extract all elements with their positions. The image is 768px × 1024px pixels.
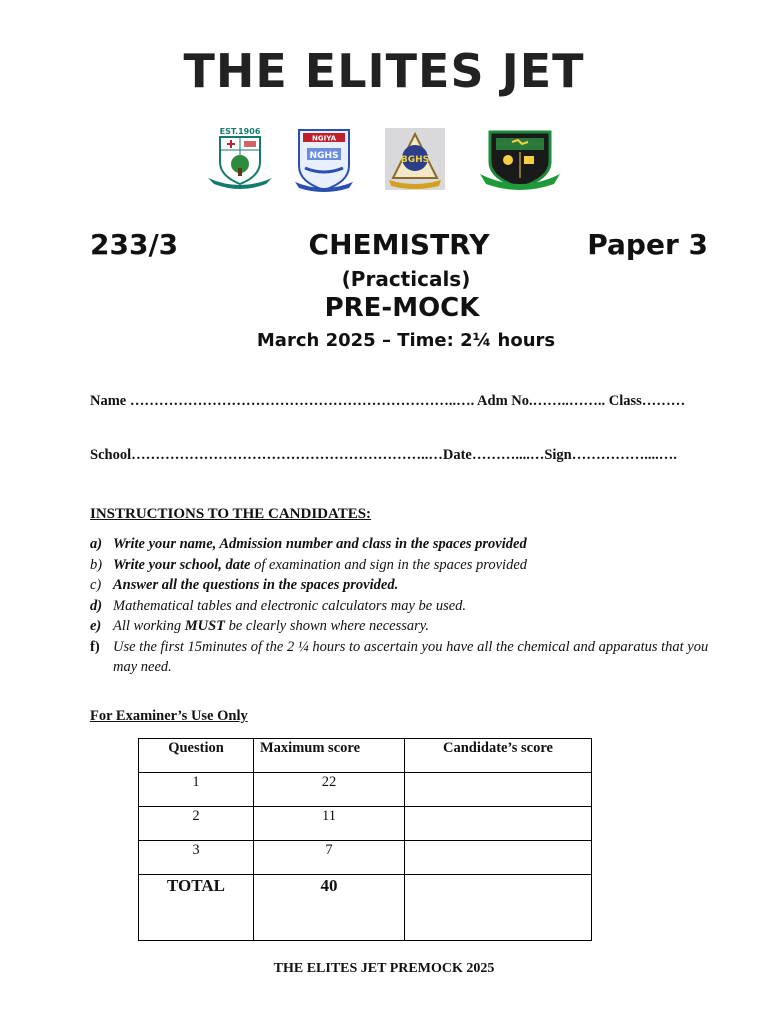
instructions-list <box>90 534 720 678</box>
column-header-candidate-score: Candidate’s score <box>405 739 592 773</box>
table-row <box>139 773 592 807</box>
question-cell: 1 <box>139 773 254 807</box>
school-crest-shield-icon <box>478 130 562 192</box>
question-cell: 3 <box>139 841 254 875</box>
svg-text:BGHS: BGHS <box>400 155 430 165</box>
exam-date-time: March 2025 – Time: 2¼ hours <box>256 330 556 351</box>
table-total-row <box>139 875 592 941</box>
table-header-row <box>139 739 592 773</box>
instruction-item: f) Use the first 15minutes of the 2 ¼ hours to ascertain you have all the chemical and apparatus that you may need. <box>90 638 709 675</box>
table-row <box>139 841 592 875</box>
paper-code: 233/3 <box>90 228 179 261</box>
instruction-item: d) Mathematical tables and electronic calculators may be used. <box>90 597 467 614</box>
page-title: THE ELITES JET <box>183 44 585 98</box>
page-footer: THE ELITES JET PREMOCK 2025 <box>273 961 495 976</box>
instruction-item: b) Write your school, date of examination and sign in the spaces provided <box>90 556 528 573</box>
paper-type: (Practicals) <box>341 267 471 291</box>
school-details-line[interactable]: School……………………………………………………..…Date………....…Sign……………....…. <box>90 447 677 463</box>
svg-text:NGIYA: NGIYA <box>311 134 337 143</box>
max-score-cell: 7 <box>254 841 405 875</box>
candidate-score-cell[interactable] <box>405 807 592 841</box>
total-max-cell: 40 <box>254 875 405 941</box>
paper-number: Paper 3 <box>587 228 708 261</box>
instructions-heading: INSTRUCTIONS TO THE CANDIDATES: <box>90 506 372 522</box>
subject-name: CHEMISTRY <box>308 228 490 261</box>
column-header-max-score: Maximum score <box>254 739 405 773</box>
school-crest-green-icon <box>206 126 274 192</box>
paper-header-row <box>90 228 708 268</box>
max-score-cell: 22 <box>254 773 405 807</box>
table-row <box>139 807 592 841</box>
instruction-item: a) Write your name, Admission number and class in the spaces provided <box>90 536 527 552</box>
column-header-question: Question <box>139 739 254 773</box>
total-label-cell: TOTAL <box>139 875 254 941</box>
total-candidate-cell[interactable] <box>405 875 592 941</box>
school-crest-blue-icon <box>293 128 355 194</box>
instruction-item: e) All working MUST be clearly shown where necessary. <box>90 618 430 634</box>
candidate-details-line[interactable]: Name …………………………………………………………..…. Adm No.……..…….. Class……… <box>90 393 686 409</box>
candidate-score-cell[interactable] <box>405 773 592 807</box>
score-table <box>138 738 592 941</box>
svg-text:NGHS: NGHS <box>309 151 339 161</box>
school-crest-bghs-icon <box>385 128 445 190</box>
max-score-cell: 11 <box>254 807 405 841</box>
exam-name: PRE-MOCK <box>324 293 480 323</box>
question-cell: 2 <box>139 807 254 841</box>
instruction-item: c) Answer all the questions in the spaces provided. <box>90 577 399 593</box>
candidate-score-cell[interactable] <box>405 841 592 875</box>
svg-text:EST.1906: EST.1906 <box>219 127 261 136</box>
examiner-heading: For Examiner’s Use Only <box>90 708 248 724</box>
school-logos <box>0 124 768 196</box>
